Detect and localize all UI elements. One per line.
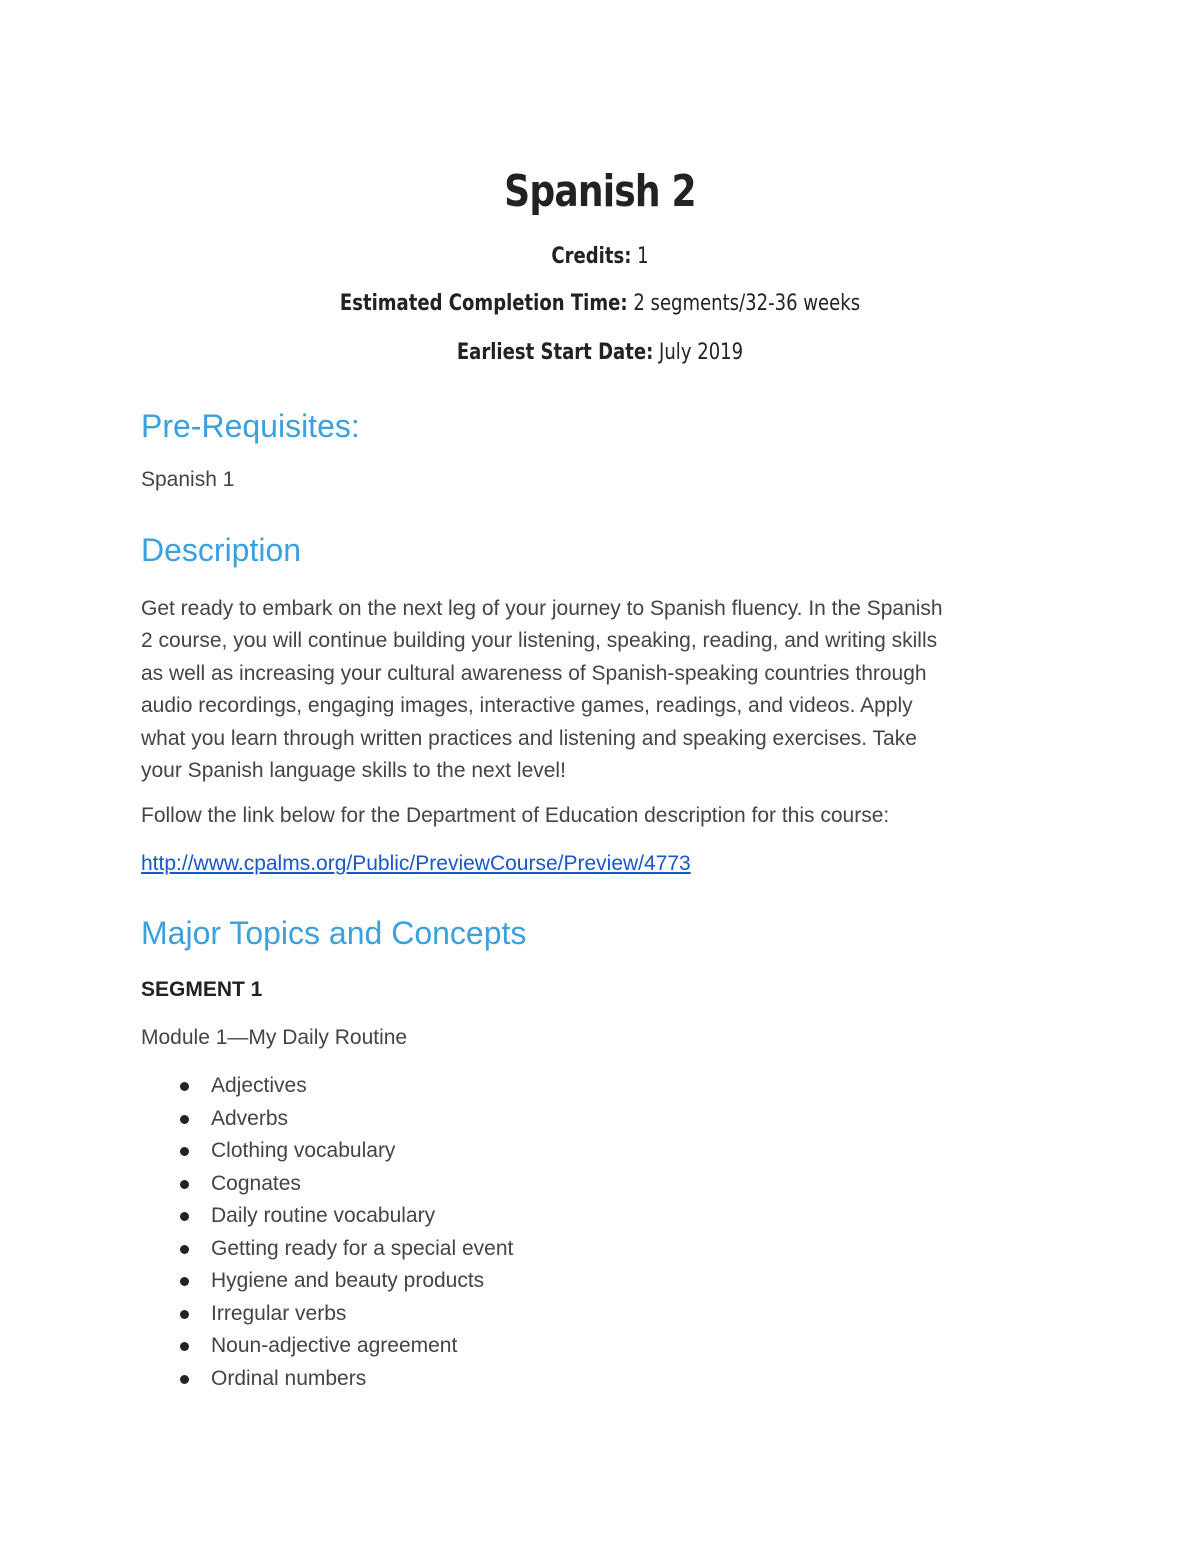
list-item (141, 1265, 513, 1298)
list-item (141, 1200, 513, 1233)
list-item-label: Noun-adjective agreement (211, 1334, 458, 1357)
bullet-icon (180, 1082, 189, 1091)
description-line: as well as increasing your cultural awareness of Spanish-speaking countries through (141, 661, 927, 685)
list-item-label: Hygiene and beauty products (211, 1269, 485, 1292)
credits-value: 1 (631, 244, 649, 269)
page-title: Spanish 2 (504, 166, 696, 217)
description-line: Get ready to embark on the next leg of your journey to Spanish fluency. In the Spanish (141, 597, 943, 620)
credits-label: Credits: (551, 244, 632, 269)
bullet-icon (180, 1147, 189, 1156)
bullet-icon (180, 1277, 189, 1286)
description-line: your Spanish language skills to the next level! (141, 759, 566, 783)
list-item (141, 1330, 513, 1363)
completion-time-line (108, 291, 1092, 316)
topics-heading: Major Topics and Concepts (141, 915, 527, 951)
description-line: 2 course, you will continue building your listening, speaking, reading, and writing skills (141, 629, 938, 653)
follow-link-text: Follow the link below for the Department of Education description for this course: (141, 804, 890, 827)
list-item-label: Adjectives (211, 1074, 307, 1097)
description-heading: Description (141, 532, 302, 568)
list-item (141, 1135, 513, 1168)
start-date-line (108, 340, 1092, 365)
bullet-icon (180, 1245, 189, 1254)
bullet-icon (180, 1310, 189, 1319)
bullet-icon (180, 1375, 189, 1384)
list-item-label: Getting ready for a special event (211, 1236, 514, 1260)
bullet-icon (180, 1212, 189, 1221)
list-item (141, 1070, 513, 1103)
list-item (141, 1168, 513, 1201)
list-item (141, 1103, 513, 1136)
module-title: Module 1—My Daily Routine (141, 1026, 408, 1049)
segment-label: SEGMENT 1 (141, 978, 263, 1001)
prerequisites-heading: Pre-Requisites: (141, 408, 360, 444)
bullet-icon (180, 1342, 189, 1351)
list-item (141, 1298, 513, 1331)
completion-time-label: Estimated Completion Time: (339, 291, 628, 316)
completion-time-value: 2 segments/32-36 weeks (627, 291, 861, 316)
topic-list (141, 1070, 513, 1395)
start-date-label: Earliest Start Date: (456, 340, 654, 365)
description-paragraph (141, 593, 1061, 787)
list-item-label: Daily routine vocabulary (211, 1204, 436, 1227)
description-line: audio recordings, engaging images, interactive games, readings, and videos. Apply (141, 694, 913, 718)
list-item-label: Adverbs (211, 1106, 289, 1130)
bullet-icon (180, 1180, 189, 1189)
list-item-label: Ordinal numbers (211, 1366, 367, 1390)
bullet-icon (180, 1115, 189, 1124)
description-line: what you learn through written practices and listening and speaking exercises. Take (141, 726, 917, 750)
list-item-label: Cognates (211, 1171, 301, 1195)
list-item-label: Irregular verbs (211, 1301, 347, 1325)
start-date-value: July 2019 (653, 340, 744, 365)
course-description-link[interactable]: http://www.cpalms.org/Public/PreviewCourse/Preview/4773 (141, 852, 691, 875)
credits-line (108, 244, 1092, 269)
list-item-label: Clothing vocabulary (211, 1139, 396, 1162)
list-item (141, 1233, 513, 1266)
prerequisites-value: Spanish 1 (141, 468, 235, 491)
list-item (141, 1363, 513, 1396)
